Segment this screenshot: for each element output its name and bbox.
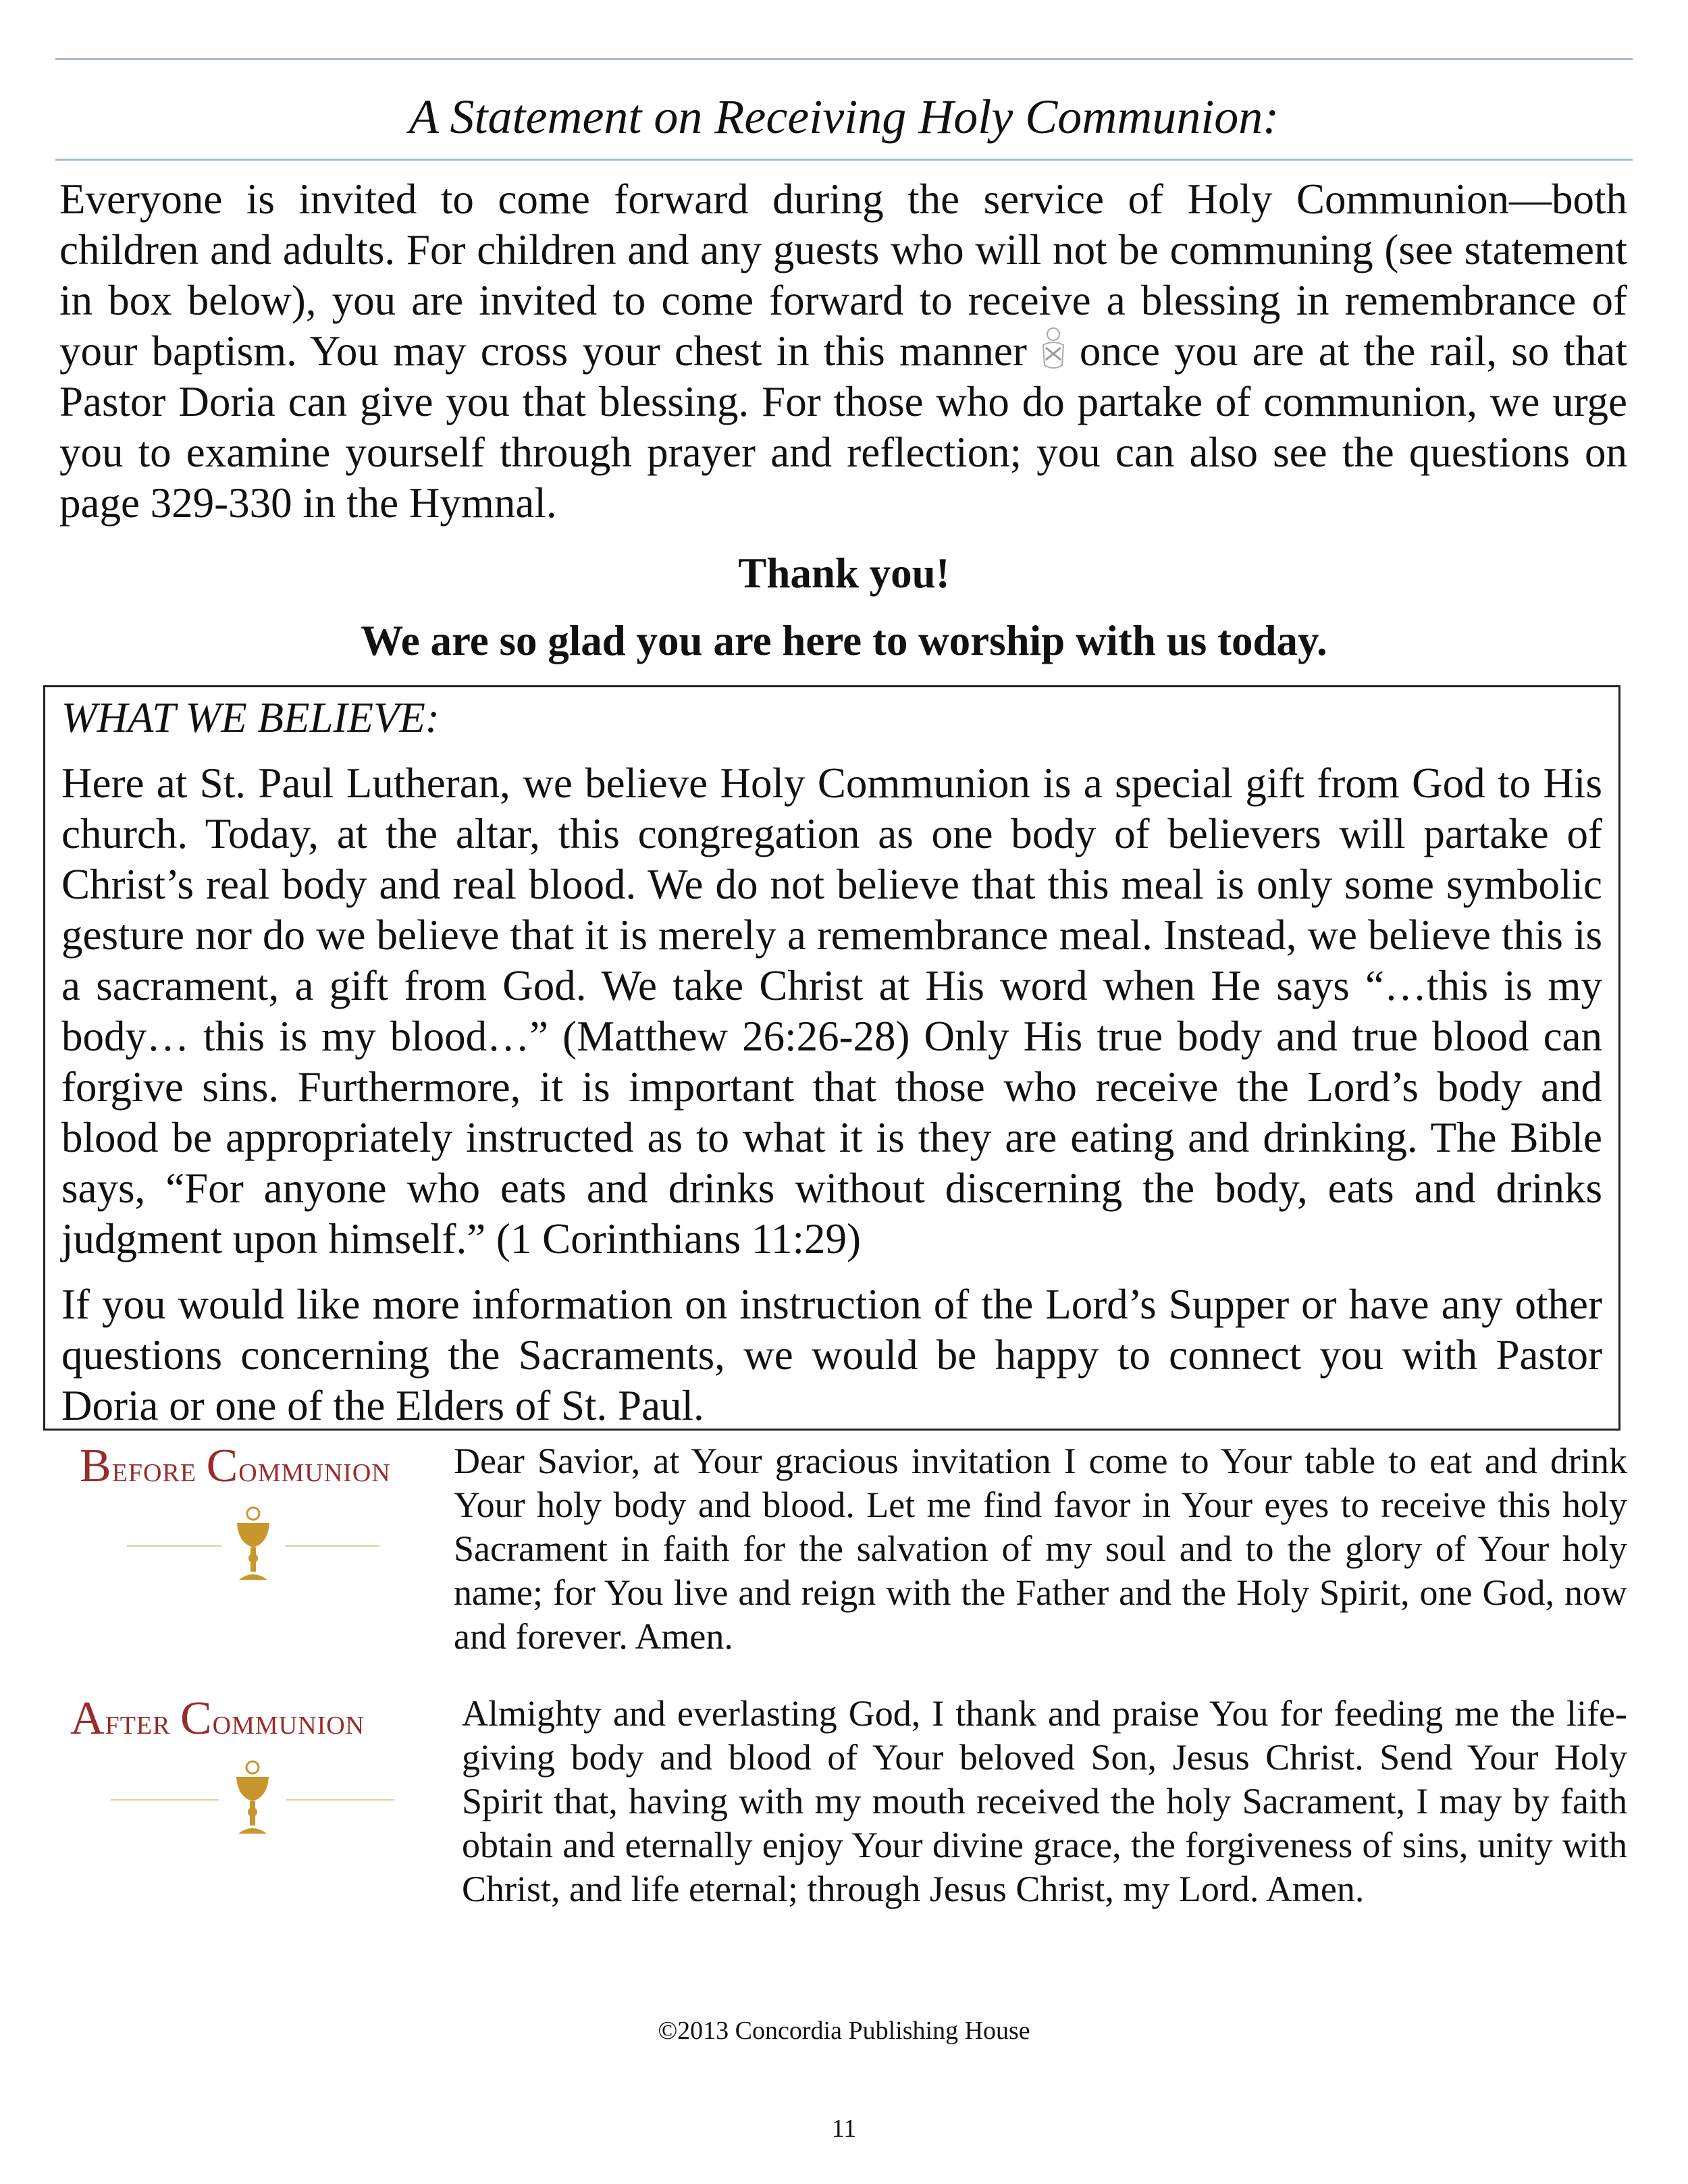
welcome-text: We are so glad you are here to worship with us today. — [361, 617, 1327, 664]
after-communion-prayer: Almighty and everlasting God, I thank and praise You for feeding me the life-giving body and blood of Your beloved Son, Jesus Christ. Send Your Holy Spirit that, having with my mouth received the holy Sacrament, I may by faith obtain and eternally enjoy Your divine grace, the forgiveness of sins, unity with Christ, and life eternal; through Jesus Christ, my Lord. Amen. — [462, 1693, 1627, 1909]
chalice-icon — [111, 1758, 394, 1846]
thank-you-text: Thank you! — [738, 550, 950, 597]
page-number: 11 — [831, 2114, 857, 2143]
intro-text-part-1: Everyone is invited to come forward during the service of Holy Communion—both children and adults. For children and any guests who will not be communing (see statement in box below), you are invited to come forward to receive a blessing in remembrance of your baptism. You may cross your chest in this manner — [59, 176, 1627, 375]
believe-paragraph-1: Here at St. Paul Lutheran, we believe Holy Communion is a special gift from God to His church. Today, at the altar, this congregation as one body of believers will partake of Christ’s real body and real blood. We do not believe that this meal is only some symbolic gesture nor do we believe that it is merely a remembrance meal. Instead, we believe this is a sacrament, a gift from God. We take Christ at His word when He says “…this is my body… this is my blood…” (Matthew 26:26-28) Only His true body and true blood can forgive sins. Furthermore, it is important that those who receive the Lord’s body and blood be appropriately instructed as to what it is they are eating and drinking. The Bible says, “For anyone who eats and drinks without discerning the body, eats and drinks judgment upon himself.” (1 Corinthians 11:29) — [61, 760, 1602, 1262]
page-title: A Statement on Receiving Holy Communion: — [408, 90, 1280, 144]
before-communion-label: Before Communion — [80, 1440, 391, 1492]
before-communion-prayer: Dear Savior, at Your gracious invitation I come to Your table to eat and drink Your holy body and blood. Let me find favor in Your eyes to receive this holy Sacrament in faith for the salvation of my soul and to the glory of Your holy name; for You live and reign with the Father and the Holy Spirit, one God, now and forever. Amen. — [454, 1441, 1627, 1657]
intro-paragraph — [59, 174, 1627, 529]
intro-text-part-2: once you are at the rail, so that Pastor Doria can give you that blessing. For those who do partake of communion, we urge you to examine yourself through prayer and reflection; you can also see the questions on page 329-330 in the Hymnal. — [59, 327, 1628, 527]
believe-heading: WHAT WE BELIEVE: — [61, 694, 440, 741]
after-communion-label: After Communion — [70, 1693, 365, 1744]
chalice-icon — [127, 1504, 379, 1592]
what-we-believe-box — [43, 685, 1620, 1431]
crossed-arms-blessing-icon — [1035, 326, 1072, 372]
believe-paragraph-2: If you would like more information on instruction of the Lord’s Supper or have any other questions concerning the Sacraments, we would be happy to connect you with Pastor Doria or one of the Elders of St. Paul. — [61, 1281, 1602, 1429]
copyright-notice: ©2013 Concordia Publishing House — [658, 2017, 1030, 2045]
top-divider — [55, 58, 1633, 60]
title-divider — [55, 159, 1633, 161]
